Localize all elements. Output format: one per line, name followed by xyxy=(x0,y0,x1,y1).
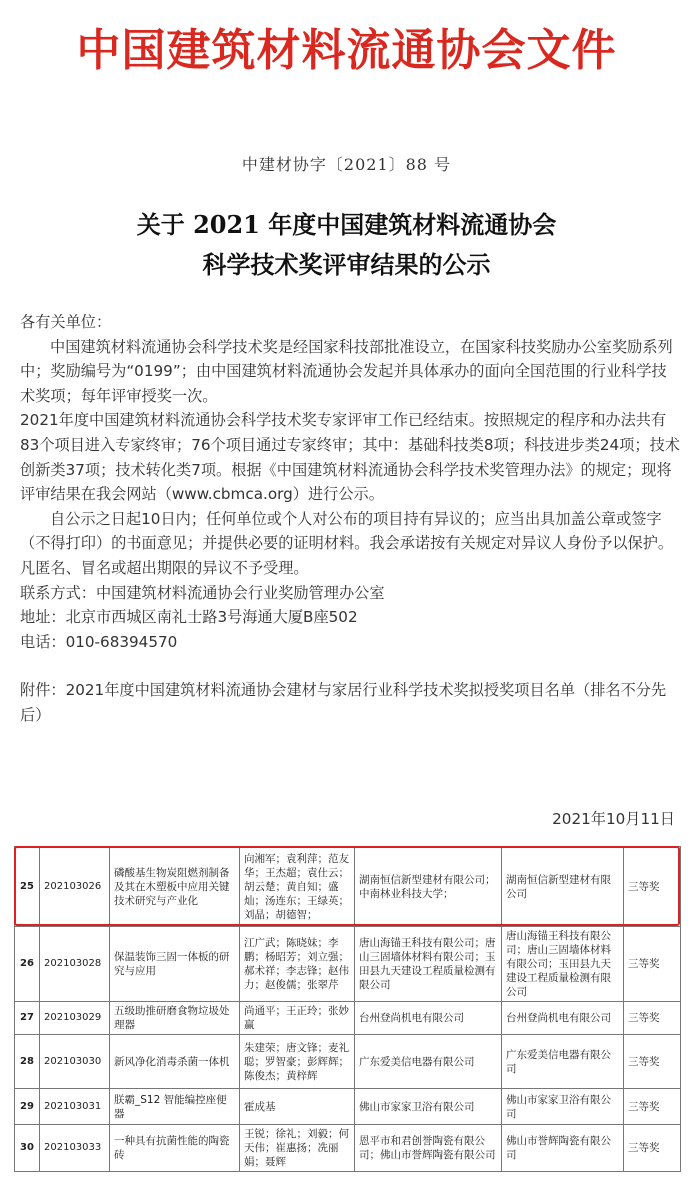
complete-unit-cell: 佛山市誉辉陶瓷有限公司 xyxy=(502,1125,624,1172)
document-date: 2021年10月11日 xyxy=(552,810,675,828)
award-level-cell: 三等奖 xyxy=(624,927,681,1002)
project-people-cell: 霍成基 xyxy=(240,1089,355,1125)
table-row xyxy=(15,1089,681,1125)
project-name-cell: 五级助推研磨食物垃圾处理器 xyxy=(110,1002,240,1035)
table-row xyxy=(15,1035,681,1089)
award-level-cell: 三等奖 xyxy=(624,1125,681,1172)
complete-unit-cell: 广东爱美信电器有限公司 xyxy=(502,1035,624,1089)
phone-line: 电话：010-68394570 xyxy=(20,632,178,651)
project-id-cell: 202103026 xyxy=(40,847,110,927)
highlight-box xyxy=(14,846,680,926)
body-text xyxy=(20,310,680,728)
paragraph-3: 自公示之日起10日内；任何单位或个人对公布的项目持有异议的；应当出具加盖公章或签字（不得打印）的书面意见；并提供必要的证明材料。我会承诺按有关规定对异议人身份予以保护。凡匿名、冒名或超出期限的异议不予受理。 xyxy=(20,509,674,577)
attachment-line: 附件：2021年度中国建筑材料流通协会建材与家居行业科学技术奖拟授奖项目名单（排名不分先后） xyxy=(20,681,667,724)
project-name-cell: 新风净化消毒杀菌一体机 xyxy=(110,1035,240,1089)
project-units-cell: 台州登尚机电有限公司 xyxy=(355,1002,502,1035)
project-name-cell: 磷酸基生物炭阻燃剂制备及其在木塑板中应用关键技术研究与产业化 xyxy=(110,847,240,927)
complete-unit-cell: 台州登尚机电有限公司 xyxy=(502,1002,624,1035)
award-level-cell: 三等奖 xyxy=(624,1089,681,1125)
complete-unit-cell: 湖南恒信新型建材有限公司 xyxy=(502,847,624,927)
project-people-cell: 朱建荣；唐文锋；麦礼聪；罗智豪；彭辉辉；陈俊杰；黄梓辉 xyxy=(240,1035,355,1089)
complete-unit-cell: 佛山市家家卫浴有限公司 xyxy=(502,1089,624,1125)
project-people-cell: 江广武；陈晓妹；李鹏；杨昭芳；刘立强；郝术祥；李志锋；赵伟力；赵俊儒；张翠芹 xyxy=(240,927,355,1002)
project-id-cell: 202103033 xyxy=(40,1125,110,1172)
project-units-cell: 佛山市家家卫浴有限公司 xyxy=(355,1089,502,1125)
project-units-cell: 广东爱美信电器有限公司 xyxy=(355,1035,502,1089)
table-row xyxy=(15,927,681,1002)
complete-unit-cell: 唐山海锚王科技有限公司；唐山三固墙体材料有限公司；玉田县九天建设工程质量检测有限公司 xyxy=(502,927,624,1002)
title-line-2: 科学技术奖评审结果的公示 xyxy=(202,250,491,279)
row-number-cell: 28 xyxy=(15,1035,40,1089)
project-units-cell: 唐山海锚王科技有限公司；唐山三固墙体材料有限公司；玉田县九天建设工程质量检测有限公司 xyxy=(355,927,502,1002)
table-row xyxy=(15,1125,681,1172)
award-level-cell: 三等奖 xyxy=(624,847,681,927)
project-units-cell: 湖南恒信新型建材有限公司；中南林业科技大学； xyxy=(355,847,502,927)
project-name-cell: 朕霸_S12 智能编控座便器 xyxy=(110,1089,240,1125)
address-line: 地址：北京市西城区南礼士路3号海通大厦B座502 xyxy=(20,608,358,627)
award-level-cell: 三等奖 xyxy=(624,1002,681,1035)
project-id-cell: 202103031 xyxy=(40,1089,110,1125)
row-number-cell: 29 xyxy=(15,1089,40,1125)
salutation: 各有关单位： xyxy=(20,313,112,331)
project-id-cell: 202103029 xyxy=(40,1002,110,1035)
contact-line: 联系方式：中国建筑材料流通协会行业奖励管理办公室 xyxy=(20,583,385,602)
row-number-cell: 25 xyxy=(15,847,40,927)
table-row xyxy=(15,1002,681,1035)
project-units-cell: 恩平市和君创誉陶瓷有限公司；佛山市誉辉陶瓷有限公司 xyxy=(355,1125,502,1172)
doc-title xyxy=(0,205,693,285)
title-line-1: 关于 2021 年度中国建筑材料流通协会 xyxy=(136,210,557,239)
row-number-cell: 30 xyxy=(15,1125,40,1172)
paragraph-1: 中国建筑材料流通协会科学技术奖是经国家科技部批准设立，在国家科技奖励办公室奖励系列中；奖励编号为“0199”；由中国建筑材料流通协会发起并具体承办的面向全国范围的行业科学技术奖项；每年评审授奖一次。 xyxy=(20,337,673,405)
project-people-cell: 尚通平；王正玲；张妙赢 xyxy=(240,1002,355,1035)
project-people-cell: 向湘军；袁利萍；范友华；王杰超；袁仕云；胡云楚；黄自知；盛灿；汤连东；王绿英；刘晶；胡德智； xyxy=(240,847,355,927)
award-level-cell: 三等奖 xyxy=(624,1035,681,1089)
doc-number: 中建材协字〔2021〕88 号 xyxy=(241,155,452,174)
paragraph-2: 2021年度中国建筑材料流通协会科学技术奖专家评审工作已经结束。按照规定的程序和办法共有83个项目进入专家终审；76个项目通过专家终审；其中：基础科技类8项；科技进步类24项；技术创新类37项；技术转化类7项。根据《中国建筑材料流通协会科学技术奖管理办法》的规定；现将评审结果在我会网站（www.cbmca.org）进行公示。 xyxy=(20,411,680,504)
project-name-cell: 一种具有抗菌性能的陶瓷砖 xyxy=(110,1125,240,1172)
project-id-cell: 202103030 xyxy=(40,1035,110,1089)
row-number-cell: 27 xyxy=(15,1002,40,1035)
project-name-cell: 保温装饰三固一体板的研究与应用 xyxy=(110,927,240,1002)
row-number-cell: 26 xyxy=(15,927,40,1002)
project-people-cell: 王锐；徐礼；刘毅；何天伟；崔惠扬；冼丽娟；聂辉 xyxy=(240,1125,355,1172)
project-id-cell: 202103028 xyxy=(40,927,110,1002)
org-title: 中国建筑材料流通协会文件 xyxy=(76,25,617,76)
